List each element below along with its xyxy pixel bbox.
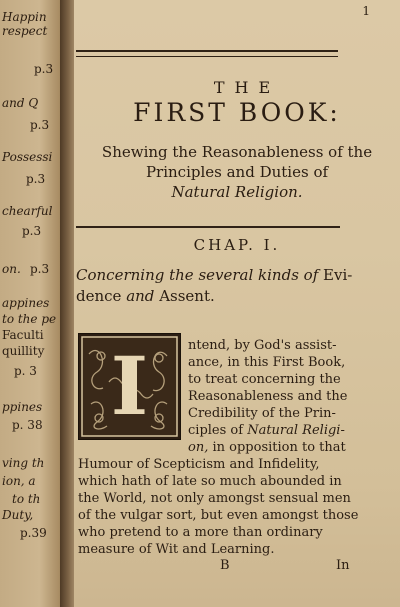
signature-mark: B <box>220 558 230 573</box>
title-prefix: THE <box>213 78 281 97</box>
right-page <box>74 0 400 607</box>
body-line: measure of Wit and Learning. <box>78 542 275 557</box>
body-line: the World, not only amongst sensual men <box>78 491 351 506</box>
left-fragment: p.3 <box>26 172 46 186</box>
decorated-initial <box>78 333 181 440</box>
left-fragment: p.3 <box>22 224 42 238</box>
left-fragment: chearful <box>2 204 53 218</box>
left-facing-page <box>0 0 66 607</box>
body-line: Credibility of the Prin- <box>188 406 336 421</box>
subtitle-line-1: Shewing the Reasonableness of the <box>101 143 373 161</box>
body-line <box>188 423 345 439</box>
chapter-title-roman-2: dence <box>76 287 122 305</box>
left-fragment: p. 38 <box>12 418 43 432</box>
body-text-italic: Natural Religi- <box>247 423 345 438</box>
body-text: in opposition to that <box>212 440 346 455</box>
left-fragment: ving th <box>2 456 45 470</box>
section-rule <box>76 226 340 228</box>
left-fragment: Possessi <box>2 150 53 164</box>
left-fragment: p.3 <box>30 118 50 132</box>
body-line: to treat concerning the <box>188 372 341 387</box>
body-line: of the vulgar sort, but even amongst those <box>78 508 359 523</box>
page-number: 1 <box>362 4 370 18</box>
body-line: Humour of Scepticism and Infidelity, <box>78 457 320 472</box>
body-line: which hath of late so much abounded in <box>78 474 342 489</box>
initial-letter: I <box>110 339 149 433</box>
left-fragment: ppines <box>2 400 43 414</box>
left-fragment: and Q <box>2 96 39 110</box>
body-line <box>188 440 346 456</box>
left-fragment: appines <box>2 296 50 310</box>
top-rule-thin <box>76 56 338 57</box>
book-title: FIRST BOOK: <box>133 98 341 127</box>
body-line: ance, in this First Book, <box>188 355 346 370</box>
chapter-title-roman: Evi- <box>323 266 353 284</box>
chapter-heading: CHAP. I. <box>193 236 281 254</box>
left-fragment: to the pe <box>2 312 57 326</box>
chapter-title-end: Assent. <box>159 287 215 305</box>
body-text: ciples of <box>188 423 244 438</box>
subtitle-line-2: Principles and Duties of <box>145 163 329 181</box>
body-line: Reasonableness and the <box>188 389 348 404</box>
body-text-italic: on, <box>188 440 209 455</box>
left-fragment: p.3 <box>30 262 50 276</box>
left-fragment: Duty, <box>2 508 34 522</box>
left-fragment: Happin <box>2 10 47 24</box>
left-fragment: to th <box>12 492 41 506</box>
book-subtitle <box>74 142 400 202</box>
chapter-title-italic-2: and <box>126 287 155 305</box>
body-line: ntend, by God's assist- <box>188 338 337 353</box>
left-fragment: Faculti <box>2 328 44 342</box>
catchword: In <box>336 558 350 573</box>
top-rule <box>76 50 338 52</box>
left-fragment: p. 3 <box>14 364 37 378</box>
chapter-title <box>74 265 376 307</box>
subtitle-line-3: Natural Religion. <box>171 183 303 201</box>
left-fragment: on. <box>2 262 21 276</box>
left-fragment: p.3 <box>34 62 54 76</box>
left-fragment: quillity <box>2 344 45 358</box>
left-fragment: respect <box>2 24 48 38</box>
body-line: who pretend to a more than ordinary <box>78 525 323 540</box>
chapter-title-italic: Concerning the several kinds of <box>76 266 319 284</box>
left-fragment: p.39 <box>20 526 47 540</box>
left-fragment: ion, a <box>2 474 36 488</box>
